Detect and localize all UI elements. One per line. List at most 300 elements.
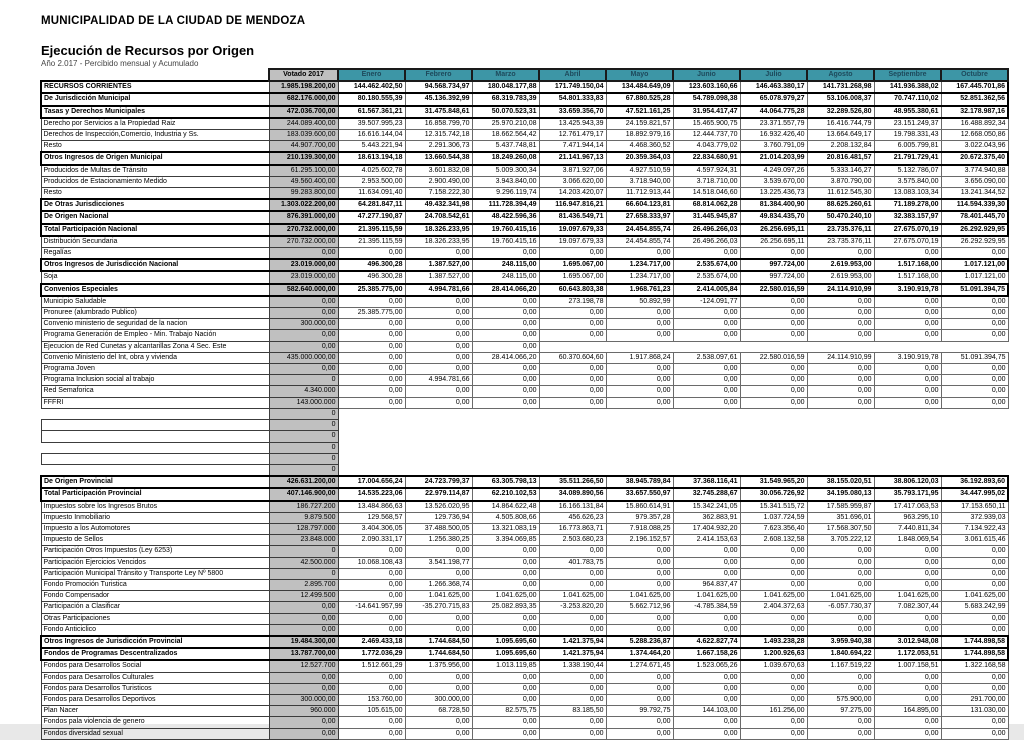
month-value-cell: 0,00 bbox=[539, 613, 606, 624]
table-row bbox=[41, 501, 1008, 513]
month-value-cell: 2.953.500,00 bbox=[338, 176, 405, 187]
table-row bbox=[41, 476, 1008, 488]
month-value-cell: 37.368.116,41 bbox=[673, 476, 740, 488]
table-row bbox=[41, 81, 1008, 93]
month-value-cell: 0,00 bbox=[740, 624, 807, 636]
month-value-cell: 47.277.190,87 bbox=[338, 211, 405, 223]
month-value-cell: 0,00 bbox=[338, 717, 405, 728]
month-value-cell: -14.641.957,99 bbox=[338, 602, 405, 613]
table-row bbox=[41, 512, 1008, 523]
month-value-cell: 0,00 bbox=[405, 728, 472, 739]
month-value-cell: 38.155.020,51 bbox=[807, 476, 874, 488]
row-label: Impuesto a los Automotores bbox=[41, 523, 269, 534]
month-value-cell: 53.106.008,37 bbox=[807, 93, 874, 105]
table-row bbox=[41, 660, 1008, 672]
blank-cell bbox=[874, 442, 941, 453]
month-value-cell: 964.837,47 bbox=[673, 579, 740, 590]
row-label: Otros Ingresos de Origen Municipal bbox=[41, 152, 269, 164]
month-value-cell: 0,00 bbox=[740, 375, 807, 386]
month-value-cell: 0,00 bbox=[539, 386, 606, 397]
month-value-cell: 0,00 bbox=[606, 546, 673, 557]
row-label: Participación Ejercicios Vencidos bbox=[41, 557, 269, 568]
table-row bbox=[41, 546, 1008, 557]
table-row bbox=[41, 706, 1008, 717]
table-row bbox=[41, 224, 1008, 236]
votado-cell: 13.787.700,00 bbox=[269, 648, 338, 660]
month-value-cell: 291.700,00 bbox=[941, 694, 1008, 705]
blank-cell bbox=[740, 420, 807, 431]
table-row bbox=[41, 488, 1008, 500]
month-value-cell: 1.695.067,00 bbox=[539, 271, 606, 283]
blank-cell bbox=[941, 420, 1008, 431]
month-value-cell: 0,00 bbox=[338, 364, 405, 375]
month-value-cell: 3.394.069,85 bbox=[472, 535, 539, 546]
blank-cell bbox=[807, 431, 874, 442]
month-value-cell: 13.425.943,39 bbox=[539, 118, 606, 130]
month-value-cell: 5.288.236,87 bbox=[606, 636, 673, 648]
month-value-cell: 0,00 bbox=[941, 248, 1008, 260]
table-row bbox=[41, 557, 1008, 568]
month-value-cell: 3.601.832,08 bbox=[405, 165, 472, 177]
month-value-cell: 1.848.069,54 bbox=[874, 535, 941, 546]
table-row bbox=[41, 591, 1008, 602]
month-value-cell: 997.724,00 bbox=[740, 259, 807, 271]
month-value-cell: 0,00 bbox=[606, 694, 673, 705]
month-value-cell: 33.659.356,70 bbox=[539, 106, 606, 118]
votado-cell: 472.036.700,00 bbox=[269, 106, 338, 118]
month-value-cell: 0,00 bbox=[472, 613, 539, 624]
row-label: Convenios Especiales bbox=[41, 284, 269, 296]
month-value-cell: 0,00 bbox=[941, 330, 1008, 341]
month-value-cell: 0,00 bbox=[606, 717, 673, 728]
month-value-cell: 5.437.748,81 bbox=[472, 141, 539, 153]
month-value-cell: 14.535.223,06 bbox=[338, 488, 405, 500]
month-value-cell: 1.041.625,00 bbox=[941, 591, 1008, 602]
month-value-cell: 2.535.674,00 bbox=[673, 259, 740, 271]
blank-cell bbox=[472, 408, 539, 419]
month-value-cell: 0,00 bbox=[606, 624, 673, 636]
row-label: Fondo Compensador bbox=[41, 591, 269, 602]
row-label: Impuestos sobre los Ingresos Brutos bbox=[41, 501, 269, 513]
row-label bbox=[41, 420, 269, 431]
month-value-cell: 0,00 bbox=[606, 683, 673, 694]
table-row bbox=[41, 236, 1008, 248]
month-value-cell: 0,00 bbox=[673, 248, 740, 260]
row-label bbox=[41, 453, 269, 464]
month-value-cell: 0,00 bbox=[673, 683, 740, 694]
month-value-cell: 1.037.724,59 bbox=[740, 512, 807, 523]
votado-cell: 23.019.000,00 bbox=[269, 259, 338, 271]
month-value-cell: 0,00 bbox=[807, 728, 874, 739]
report-title: Ejecución de Recursos por Origen bbox=[41, 43, 255, 58]
month-value-cell: 0,00 bbox=[807, 672, 874, 683]
votado-cell: 23.019.000,00 bbox=[269, 271, 338, 283]
month-value-cell: 6.005.799,81 bbox=[874, 141, 941, 153]
month-value-cell: 0,00 bbox=[874, 568, 941, 579]
row-label: De Origen Nacional bbox=[41, 211, 269, 223]
month-value-cell: 0,00 bbox=[673, 308, 740, 319]
month-value-cell: 1.744.898,58 bbox=[941, 648, 1008, 660]
month-value-cell: 0,00 bbox=[405, 364, 472, 375]
month-value-cell: 36.192.893,60 bbox=[941, 476, 1008, 488]
blank-cell bbox=[941, 464, 1008, 476]
month-value-cell: 1.234.717,00 bbox=[606, 271, 673, 283]
month-value-cell: 2.404.372,63 bbox=[740, 602, 807, 613]
month-value-cell: 0,00 bbox=[338, 624, 405, 636]
month-value-cell: 0,00 bbox=[874, 546, 941, 557]
month-value-cell: 4.597.924,31 bbox=[673, 165, 740, 177]
votado-cell: 1.303.022.200,00 bbox=[269, 199, 338, 211]
month-value-cell: 17.404.932,20 bbox=[673, 523, 740, 534]
votado-cell: 300.000,00 bbox=[269, 319, 338, 330]
month-value-cell: 25.082.893,35 bbox=[472, 602, 539, 613]
month-value-cell: 129.568,57 bbox=[338, 512, 405, 523]
month-value-cell: 0,00 bbox=[740, 717, 807, 728]
month-value-cell: 496.300,28 bbox=[338, 271, 405, 283]
votado-cell: 23.848.000 bbox=[269, 535, 338, 546]
month-value-cell: 0,00 bbox=[539, 672, 606, 683]
row-label: Participación Municipal Tránsito y Transporte Ley Nº 5800 bbox=[41, 568, 269, 579]
month-column-header: Enero bbox=[338, 69, 405, 81]
blank-cell bbox=[740, 442, 807, 453]
month-value-cell: 16.416.744,79 bbox=[807, 118, 874, 130]
month-value-cell: 0,00 bbox=[807, 319, 874, 330]
month-value-cell: 50.892,99 bbox=[606, 296, 673, 308]
blank-cell bbox=[941, 408, 1008, 419]
votado-cell: 960.000 bbox=[269, 706, 338, 717]
month-value-cell: 37.488.500,05 bbox=[405, 523, 472, 534]
month-value-cell: 0,00 bbox=[539, 375, 606, 386]
table-row bbox=[41, 420, 1008, 431]
blank-cell bbox=[874, 341, 941, 352]
month-value-cell: 1.322.168,58 bbox=[941, 660, 1008, 672]
month-value-cell: 2.469.433,18 bbox=[338, 636, 405, 648]
month-value-cell: 48.955.380,61 bbox=[874, 106, 941, 118]
month-value-cell: 1.667.158,26 bbox=[673, 648, 740, 660]
table-row bbox=[41, 259, 1008, 271]
month-value-cell: 0,00 bbox=[472, 728, 539, 739]
month-value-cell: 63.305.798,13 bbox=[472, 476, 539, 488]
blank-cell bbox=[874, 420, 941, 431]
month-value-cell: 3.404.306,05 bbox=[338, 523, 405, 534]
month-value-cell: 18.249.260,08 bbox=[472, 152, 539, 164]
month-value-cell: 52.851.362,56 bbox=[941, 93, 1008, 105]
table-row bbox=[41, 535, 1008, 546]
month-value-cell: 31.475.848,61 bbox=[405, 106, 472, 118]
month-value-cell: 16.773.863,71 bbox=[539, 523, 606, 534]
month-value-cell: 116.947.816,21 bbox=[539, 199, 606, 211]
month-value-cell: 0,00 bbox=[606, 248, 673, 260]
month-value-cell: 0,00 bbox=[338, 341, 405, 352]
votado-cell: 876.391.000,00 bbox=[269, 211, 338, 223]
month-value-cell: 0,00 bbox=[740, 568, 807, 579]
month-value-cell: 26.292.929,95 bbox=[941, 224, 1008, 236]
month-value-cell: 32.745.288,67 bbox=[673, 488, 740, 500]
month-value-cell: 0,00 bbox=[874, 296, 941, 308]
row-label: Fondos diversidad sexual bbox=[41, 728, 269, 739]
blank-cell bbox=[807, 453, 874, 464]
month-value-cell: 13.660.544,38 bbox=[405, 152, 472, 164]
row-label: FFFRI bbox=[41, 397, 269, 408]
month-value-cell: 0,00 bbox=[941, 296, 1008, 308]
blank-cell bbox=[338, 420, 405, 431]
month-value-cell: 2.619.953,00 bbox=[807, 259, 874, 271]
blank-cell bbox=[405, 453, 472, 464]
month-value-cell: 17.153.650,11 bbox=[941, 501, 1008, 513]
month-value-cell: 11.612.545,30 bbox=[807, 188, 874, 200]
table-row bbox=[41, 375, 1008, 386]
votado-cell: 210.139.300,00 bbox=[269, 152, 338, 164]
table-row bbox=[41, 141, 1008, 153]
month-value-cell: 0,00 bbox=[941, 546, 1008, 557]
month-value-cell: 1.041.625,00 bbox=[807, 591, 874, 602]
month-value-cell: 26.496.266,03 bbox=[673, 224, 740, 236]
month-value-cell: 60.370.604,60 bbox=[539, 352, 606, 363]
month-value-cell: 3.760.791,09 bbox=[740, 141, 807, 153]
month-value-cell: 0,00 bbox=[874, 375, 941, 386]
row-label bbox=[41, 442, 269, 453]
month-value-cell: 0,00 bbox=[941, 308, 1008, 319]
month-value-cell: 3.943.840,00 bbox=[472, 176, 539, 187]
month-value-cell: 13.083.103,34 bbox=[874, 188, 941, 200]
month-value-cell: 0,00 bbox=[874, 579, 941, 590]
month-value-cell: 35.511.266,50 bbox=[539, 476, 606, 488]
row-label: Otros Ingresos de Jurisdicción Nacional bbox=[41, 259, 269, 271]
month-value-cell: 2.608.132,58 bbox=[740, 535, 807, 546]
blank-cell bbox=[941, 341, 1008, 352]
month-value-cell: 31.549.965,20 bbox=[740, 476, 807, 488]
month-column-header: Octubre bbox=[941, 69, 1008, 81]
blank-cell bbox=[539, 453, 606, 464]
month-value-cell: 4.505.808,66 bbox=[472, 512, 539, 523]
month-value-cell: 3.718.710,00 bbox=[673, 176, 740, 187]
month-value-cell: 20.359.364,03 bbox=[606, 152, 673, 164]
month-value-cell: 21.395.115,59 bbox=[338, 224, 405, 236]
row-label: Resto bbox=[41, 141, 269, 153]
month-value-cell: 7.623.356,40 bbox=[740, 523, 807, 534]
month-value-cell: 0,00 bbox=[740, 672, 807, 683]
month-value-cell: 24.114.910,99 bbox=[807, 352, 874, 363]
month-value-cell: 401.783,75 bbox=[539, 557, 606, 568]
month-value-cell: 0,00 bbox=[807, 579, 874, 590]
month-value-cell: 0,00 bbox=[338, 386, 405, 397]
month-value-cell: 17.004.656,24 bbox=[338, 476, 405, 488]
blank-cell bbox=[338, 442, 405, 453]
month-value-cell: 20.672.375,40 bbox=[941, 152, 1008, 164]
table-row bbox=[41, 464, 1008, 476]
month-value-cell: 4.622.827,74 bbox=[673, 636, 740, 648]
month-value-cell: 0,00 bbox=[472, 375, 539, 386]
table-row bbox=[41, 106, 1008, 118]
month-value-cell: 0,00 bbox=[606, 330, 673, 341]
row-label: Resto bbox=[41, 188, 269, 200]
month-value-cell: 161.256,00 bbox=[740, 706, 807, 717]
table-row bbox=[41, 248, 1008, 260]
month-value-cell: 0,00 bbox=[405, 248, 472, 260]
month-value-cell: 351.696,01 bbox=[807, 512, 874, 523]
month-value-cell: 1.917.868,24 bbox=[606, 352, 673, 363]
votado-cell: 0,00 bbox=[269, 330, 338, 341]
month-value-cell: 50.070.523,31 bbox=[472, 106, 539, 118]
month-value-cell: 13.664.649,17 bbox=[807, 130, 874, 141]
table-row bbox=[41, 364, 1008, 375]
votado-cell: 0 bbox=[269, 546, 338, 557]
month-value-cell: 0,00 bbox=[338, 319, 405, 330]
votado-cell: 49.560.400,00 bbox=[269, 176, 338, 187]
month-value-cell: 1.421.375,94 bbox=[539, 648, 606, 660]
month-value-cell: 15.860.614,91 bbox=[606, 501, 673, 513]
blank-cell bbox=[606, 442, 673, 453]
month-value-cell: 3.061.615,46 bbox=[941, 535, 1008, 546]
month-value-cell: 1.266.368,74 bbox=[405, 579, 472, 590]
row-label: Soja bbox=[41, 271, 269, 283]
month-value-cell: 0,00 bbox=[472, 364, 539, 375]
month-value-cell: 54.801.333,83 bbox=[539, 93, 606, 105]
row-label: De Origen Provincial bbox=[41, 476, 269, 488]
month-value-cell: 0,00 bbox=[606, 728, 673, 739]
month-value-cell: 23.151.249,37 bbox=[874, 118, 941, 130]
month-value-cell: 23.371.557,79 bbox=[740, 118, 807, 130]
month-value-cell: 2.090.331,17 bbox=[338, 535, 405, 546]
month-value-cell: 23.735.376,11 bbox=[807, 236, 874, 248]
month-value-cell: 14.518.046,60 bbox=[673, 188, 740, 200]
month-value-cell: 0,00 bbox=[874, 728, 941, 739]
table-row bbox=[41, 683, 1008, 694]
month-value-cell: 0,00 bbox=[941, 364, 1008, 375]
month-value-cell: 0,00 bbox=[472, 397, 539, 408]
month-value-cell: 0,00 bbox=[405, 672, 472, 683]
month-value-cell: 1.167.519,22 bbox=[807, 660, 874, 672]
month-value-cell: 0,00 bbox=[472, 296, 539, 308]
month-value-cell: 34.447.995,02 bbox=[941, 488, 1008, 500]
month-value-cell: 0,00 bbox=[673, 375, 740, 386]
table-row bbox=[41, 319, 1008, 330]
month-value-cell: 372.939,03 bbox=[941, 512, 1008, 523]
month-value-cell: 0,00 bbox=[740, 330, 807, 341]
blank-cell bbox=[740, 341, 807, 352]
month-value-cell: 0,00 bbox=[740, 579, 807, 590]
month-value-cell: 0,00 bbox=[941, 579, 1008, 590]
month-value-cell: 0,00 bbox=[673, 330, 740, 341]
month-value-cell: 0,00 bbox=[740, 386, 807, 397]
month-value-cell: 18.326.233,95 bbox=[405, 236, 472, 248]
month-value-cell: 47.521.161,25 bbox=[606, 106, 673, 118]
month-value-cell: 4.025.602,78 bbox=[338, 165, 405, 177]
month-value-cell: 0,00 bbox=[807, 557, 874, 568]
month-value-cell: 13.526.020,95 bbox=[405, 501, 472, 513]
row-label: Total Participación Provincial bbox=[41, 488, 269, 500]
row-label: Fondos pala violencia de genero bbox=[41, 717, 269, 728]
blank-cell bbox=[405, 420, 472, 431]
blank-cell bbox=[405, 464, 472, 476]
blank-cell bbox=[941, 453, 1008, 464]
row-label: Producidos de Estacionamiento Medido bbox=[41, 176, 269, 187]
blank-cell bbox=[673, 341, 740, 352]
report-period: Año 2.017 - Percibido mensual y Acumulado bbox=[41, 59, 199, 68]
month-value-cell: 0,00 bbox=[874, 694, 941, 705]
month-value-cell: 64.281.847,11 bbox=[338, 199, 405, 211]
month-value-cell: 0,00 bbox=[874, 319, 941, 330]
month-value-cell: 0,00 bbox=[673, 728, 740, 739]
month-value-cell: 3.870.790,00 bbox=[807, 176, 874, 187]
blank-cell bbox=[539, 464, 606, 476]
month-value-cell: 0,00 bbox=[606, 613, 673, 624]
month-value-cell: 0,00 bbox=[539, 579, 606, 590]
month-value-cell: 13.225.436,73 bbox=[740, 188, 807, 200]
month-value-cell: 1.772.036,29 bbox=[338, 648, 405, 660]
row-label: Participación a Clasificar bbox=[41, 602, 269, 613]
votado-cell: 0,00 bbox=[269, 248, 338, 260]
month-value-cell: 0,00 bbox=[539, 568, 606, 579]
table-row bbox=[41, 636, 1008, 648]
blank-cell bbox=[539, 341, 606, 352]
blank-cell bbox=[606, 464, 673, 476]
blank-cell bbox=[338, 408, 405, 419]
month-value-cell: 0,00 bbox=[874, 683, 941, 694]
month-value-cell: 1.493.238,28 bbox=[740, 636, 807, 648]
votado-cell: 0,00 bbox=[269, 341, 338, 352]
month-value-cell: 0,00 bbox=[874, 364, 941, 375]
month-value-cell: 15.465.900,75 bbox=[673, 118, 740, 130]
month-value-cell: 114.594.339,30 bbox=[941, 199, 1008, 211]
row-label: Participación Otros Impuestos (Ley 6253) bbox=[41, 546, 269, 557]
month-value-cell: 3.190.919,78 bbox=[874, 352, 941, 363]
month-value-cell: 35.793.171,95 bbox=[874, 488, 941, 500]
votado-cell: 0,00 bbox=[269, 717, 338, 728]
month-value-cell: 575.900,00 bbox=[807, 694, 874, 705]
month-column-header: Septiembre bbox=[874, 69, 941, 81]
blank-cell bbox=[740, 431, 807, 442]
table-row bbox=[41, 648, 1008, 660]
month-value-cell: 0,00 bbox=[941, 375, 1008, 386]
month-value-cell: 1.840.694,22 bbox=[807, 648, 874, 660]
table-row bbox=[41, 408, 1008, 419]
month-value-cell: 153.760,00 bbox=[338, 694, 405, 705]
votado-cell: 0 bbox=[269, 453, 338, 464]
month-value-cell: 0,00 bbox=[606, 557, 673, 568]
month-value-cell: 65.078.979,27 bbox=[740, 93, 807, 105]
month-value-cell: 0,00 bbox=[874, 397, 941, 408]
recursos-table bbox=[40, 68, 1009, 740]
table-row bbox=[41, 199, 1008, 211]
month-value-cell: 0,00 bbox=[807, 613, 874, 624]
month-value-cell: -35.270.715,83 bbox=[405, 602, 472, 613]
row-label bbox=[41, 464, 269, 476]
month-value-cell: 88.625.260,61 bbox=[807, 199, 874, 211]
votado-cell: 12.527.700 bbox=[269, 660, 338, 672]
votado-cell: 0,00 bbox=[269, 613, 338, 624]
month-value-cell: 0,00 bbox=[874, 248, 941, 260]
month-value-cell: 979.357,28 bbox=[606, 512, 673, 523]
month-value-cell: 70.747.110,02 bbox=[874, 93, 941, 105]
month-value-cell: 17.585.959,87 bbox=[807, 501, 874, 513]
month-value-cell: 27.675.070,19 bbox=[874, 236, 941, 248]
month-value-cell: 0,00 bbox=[338, 248, 405, 260]
month-value-cell: 963.295,10 bbox=[874, 512, 941, 523]
month-value-cell: 12.444.737,70 bbox=[673, 130, 740, 141]
row-label: Programa Joven bbox=[41, 364, 269, 375]
month-value-cell: 0,00 bbox=[338, 330, 405, 341]
month-value-cell: 24.114.910,99 bbox=[807, 284, 874, 296]
row-label: Impuesto de Sellos bbox=[41, 535, 269, 546]
month-column-header: Abril bbox=[539, 69, 606, 81]
month-value-cell: 14.864.622,48 bbox=[472, 501, 539, 513]
votado-cell: 0 bbox=[269, 464, 338, 476]
month-value-cell: 24.708.542,61 bbox=[405, 211, 472, 223]
month-value-cell: 4.043.779,02 bbox=[673, 141, 740, 153]
votado-cell: 12.499.500 bbox=[269, 591, 338, 602]
month-value-cell: 131.030,00 bbox=[941, 706, 1008, 717]
